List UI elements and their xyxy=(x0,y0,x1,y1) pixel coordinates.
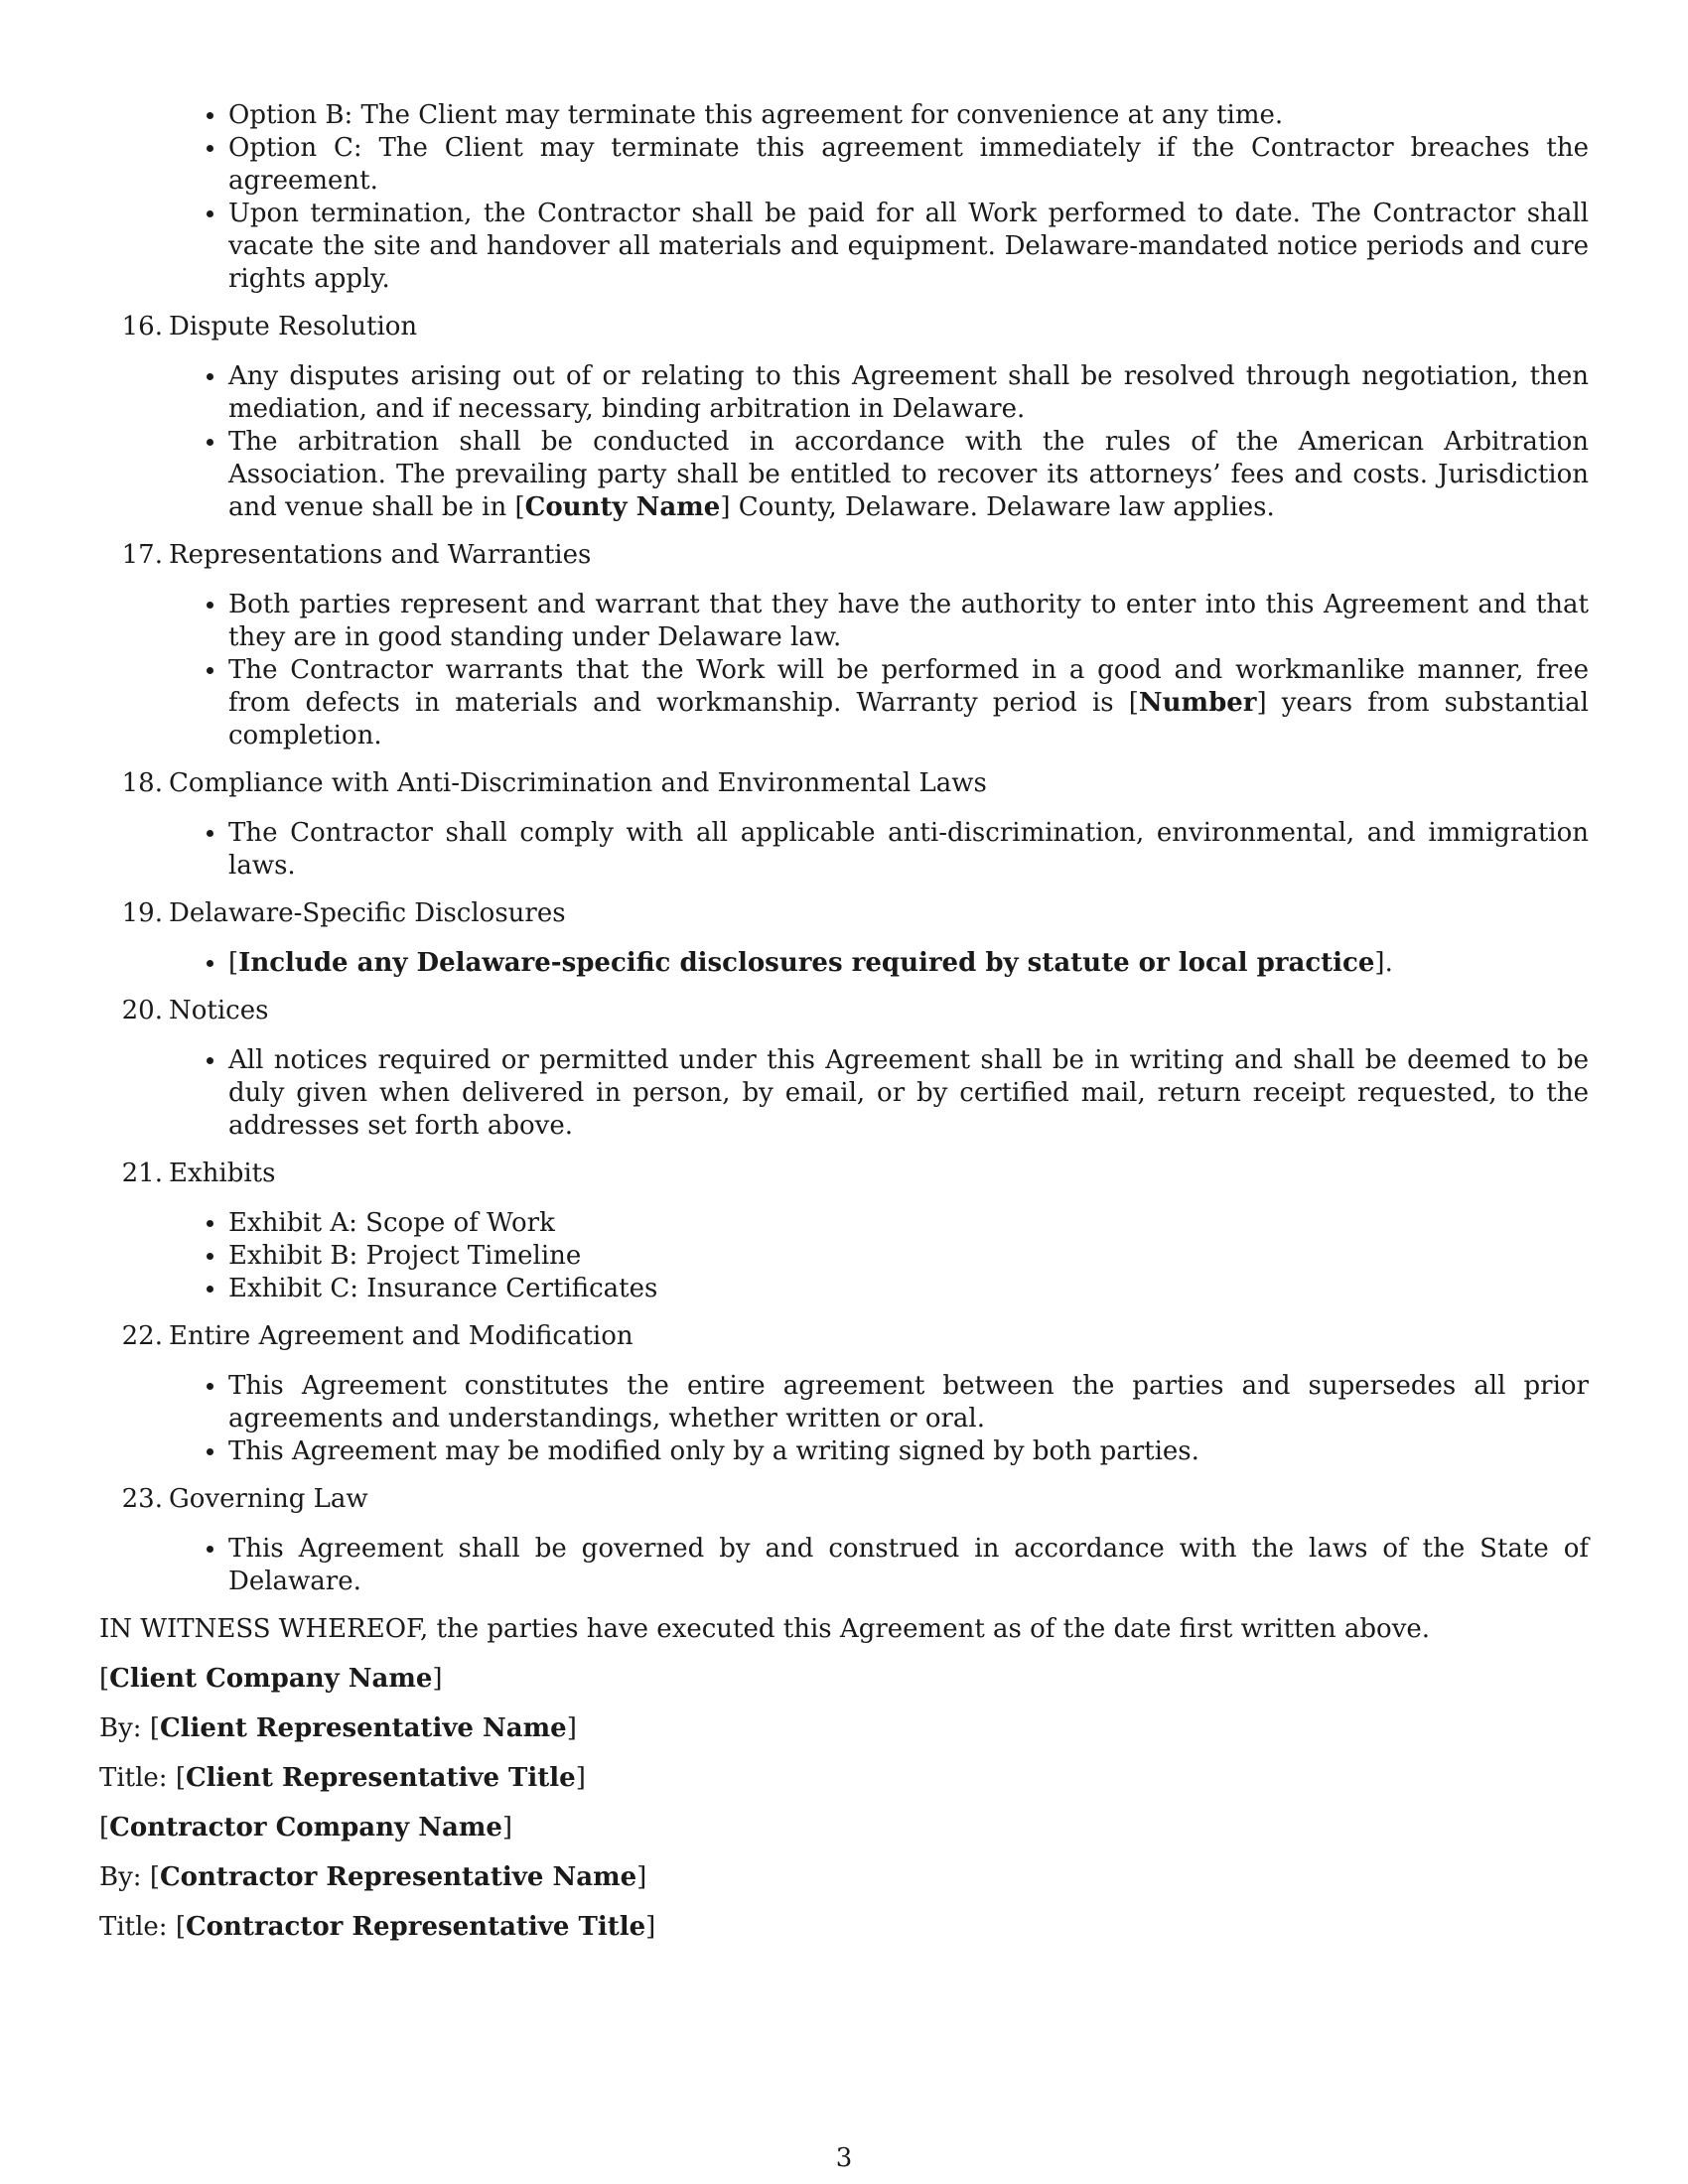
text-run: Both parties represent and warrant that they have the authority to enter into this Agreement and that they are in good standing under Delaware law. xyxy=(228,590,1589,652)
section-title: Entire Agreement and Modification xyxy=(169,1321,633,1351)
text-run: [ xyxy=(228,948,239,978)
text-run: Exhibit B: Project Timeline xyxy=(228,1241,582,1271)
bullet-item xyxy=(169,198,1589,296)
section-title: Representations and Warranties xyxy=(169,540,592,570)
section-title: Notices xyxy=(169,996,269,1025)
text-run: ]. xyxy=(1374,948,1393,978)
placeholder-field: Contractor Representative Title xyxy=(185,1912,646,1942)
section-19 xyxy=(99,897,1589,980)
text-run: This Agreement may be modified only by a writing signed by both parties. xyxy=(228,1436,1199,1466)
text-run: Option B: The Client may terminate this agreement for convenience at any time. xyxy=(228,100,1284,130)
text-run: ] xyxy=(566,1713,577,1743)
section-list xyxy=(99,99,1589,1598)
section-number: 23. xyxy=(121,1484,163,1514)
text-run: Any disputes arising out of or relating to this Agreement shall be resolved through negotiation, then mediation, and if necessary, binding arbitration in Delaware. xyxy=(228,361,1589,424)
text-run: ] xyxy=(432,1664,443,1694)
section-18 xyxy=(99,767,1589,883)
section-number: 20. xyxy=(121,996,163,1025)
section-continued xyxy=(99,99,1589,296)
placeholder-field: Include any Delaware-specific disclosures required by statute or local practice xyxy=(238,948,1375,978)
section-17 xyxy=(99,539,1589,752)
text-run: The Contractor warrants that the Work will be performed in a good and workmanlike manner, free from defects in materials and workmanship. Warranty period is [ xyxy=(228,655,1589,718)
bullet-item xyxy=(169,1370,1589,1435)
text-run: This Agreement constitutes the entire agreement between the parties and supersedes all prior agreements and understandings, whether written or oral. xyxy=(228,1371,1589,1433)
section-23 xyxy=(99,1483,1589,1598)
text-run: Option C: The Client may terminate this agreement immediately if the Contractor breaches the agreement. xyxy=(228,133,1589,196)
bullet-item xyxy=(169,132,1589,198)
section-title: Compliance with Anti-Discrimination and Environmental Laws xyxy=(169,768,987,798)
section-number: 17. xyxy=(121,540,163,570)
text-run: Title: [ xyxy=(99,1763,186,1793)
signature-line xyxy=(99,1812,1589,1844)
section-number: 16. xyxy=(121,312,163,341)
bullet-item xyxy=(169,1435,1589,1468)
text-run: By: [ xyxy=(99,1713,160,1743)
text-run: ] County, Delaware. Delaware law applies. xyxy=(720,492,1275,522)
page-number: 3 xyxy=(835,2143,853,2173)
section-number: 22. xyxy=(121,1321,163,1351)
bullet-list xyxy=(169,1370,1589,1468)
section-title: Dispute Resolution xyxy=(169,312,418,341)
text-run: The arbitration shall be conducted in accordance with the rules of the American Arbitration Association. The prevailing party shall be entitled to recover its attorneys’ fees and costs. Jurisdiction and venue shall be in [ xyxy=(228,427,1589,522)
signature-line xyxy=(99,1861,1589,1894)
bullet-list xyxy=(169,817,1589,883)
bullet-item xyxy=(169,360,1589,426)
text-run: ] years from substantial completion. xyxy=(228,688,1590,751)
placeholder-field: County Name xyxy=(524,492,721,522)
bullet-item xyxy=(169,654,1589,752)
signature-line xyxy=(99,1712,1589,1745)
section-20 xyxy=(99,995,1589,1143)
signature-line xyxy=(99,1911,1589,1944)
section-21 xyxy=(99,1158,1589,1305)
text-run: The Contractor shall comply with all applicable anti-discrimination, environmental, and immigration laws. xyxy=(228,818,1589,881)
text-run: [ xyxy=(99,1813,110,1843)
bullet-list xyxy=(169,589,1589,752)
bullet-item xyxy=(169,1044,1589,1143)
bullet-list xyxy=(169,947,1589,980)
bullet-item xyxy=(169,1240,1589,1273)
section-number: 21. xyxy=(121,1159,163,1188)
text-run: ] xyxy=(501,1813,513,1843)
placeholder-field: Client Company Name xyxy=(109,1664,433,1694)
bullet-item xyxy=(169,1533,1589,1598)
text-run: ] xyxy=(636,1862,647,1892)
bullet-item xyxy=(169,817,1589,883)
placeholder-field: Contractor Representative Name xyxy=(159,1862,637,1892)
bullet-item xyxy=(169,947,1589,980)
section-16 xyxy=(99,311,1589,524)
text-run: Title: [ xyxy=(99,1912,186,1942)
bullet-item xyxy=(169,1273,1589,1305)
text-run: All notices required or permitted under this Agreement shall be in writing and shall be deemed to be duly given when delivered in person, by email, or by certified mail, return receipt requested, to the addresses set forth above. xyxy=(228,1045,1589,1141)
witness-statement: IN WITNESS WHEREOF, the parties have executed this Agreement as of the date first written above. xyxy=(99,1614,1431,1644)
text-run: This Agreement shall be governed by and construed in accordance with the laws of the State of Delaware. xyxy=(228,1534,1589,1596)
document-body xyxy=(99,99,1589,1944)
section-title: Delaware-Specific Disclosures xyxy=(169,898,566,928)
signature-line xyxy=(99,1663,1589,1696)
section-number: 18. xyxy=(121,768,163,798)
bullet-list xyxy=(169,1533,1589,1598)
bullet-item xyxy=(169,589,1589,654)
signature-block xyxy=(99,1663,1589,1944)
section-22 xyxy=(99,1320,1589,1468)
section-title: Governing Law xyxy=(169,1484,368,1514)
placeholder-field: Contractor Company Name xyxy=(109,1813,502,1843)
signature-line xyxy=(99,1762,1589,1795)
text-run: Upon termination, the Contractor shall be paid for all Work performed to date. The Contractor shall vacate the site and handover all materials and equipment. Delaware-mandated notice periods and cure rights apply. xyxy=(228,199,1589,294)
section-number: 19. xyxy=(121,898,163,928)
bullet-list xyxy=(169,360,1589,524)
placeholder-field: Number xyxy=(1138,688,1257,718)
bullet-item xyxy=(169,99,1589,132)
text-run: ] xyxy=(575,1763,586,1793)
placeholder-field: Client Representative Title xyxy=(185,1763,576,1793)
text-run: Exhibit A: Scope of Work xyxy=(228,1208,555,1238)
text-run: Exhibit C: Insurance Certificates xyxy=(228,1274,658,1303)
bullet-list xyxy=(169,1044,1589,1143)
placeholder-field: Client Representative Name xyxy=(159,1713,567,1743)
text-run: By: [ xyxy=(99,1862,160,1892)
bullet-item xyxy=(169,426,1589,524)
bullet-list xyxy=(169,99,1589,296)
bullet-list xyxy=(169,1207,1589,1305)
bullet-item xyxy=(169,1207,1589,1240)
text-run: [ xyxy=(99,1664,110,1694)
text-run: ] xyxy=(645,1912,656,1942)
section-title: Exhibits xyxy=(169,1159,276,1188)
